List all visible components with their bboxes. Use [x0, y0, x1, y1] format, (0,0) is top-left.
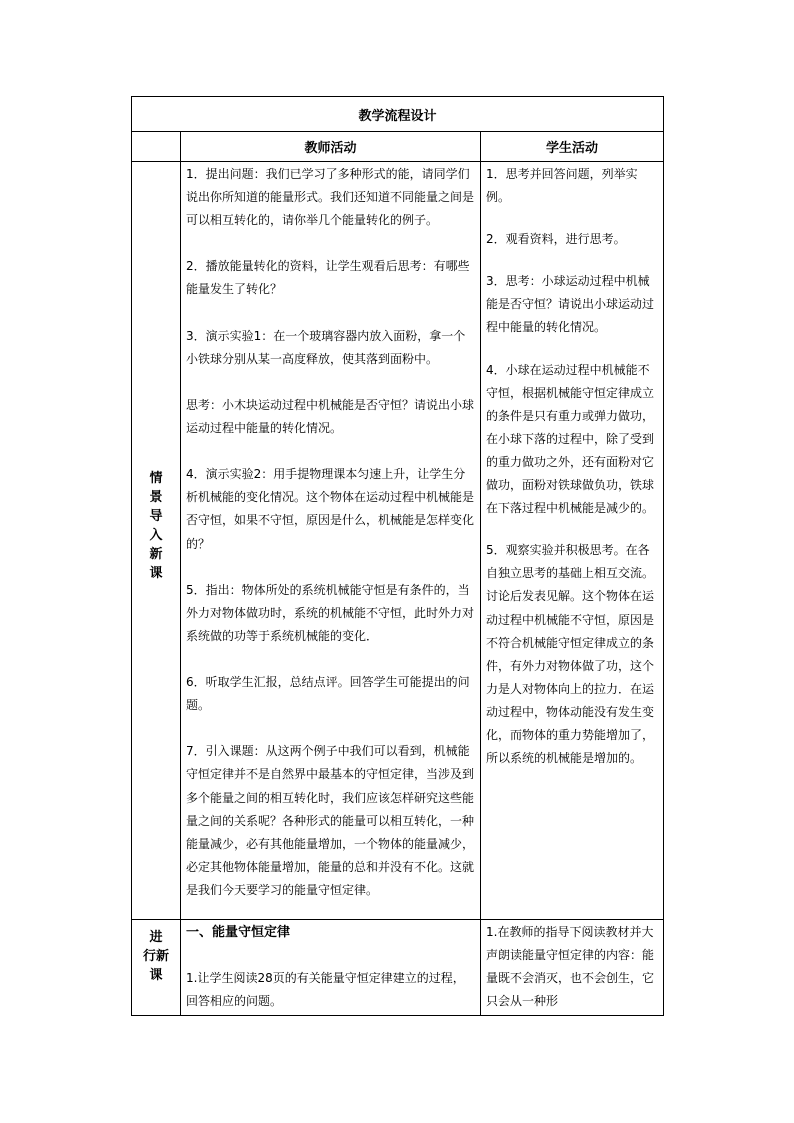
- section-row-intro: [132, 162, 664, 920]
- student-activity-header: 学生活动: [481, 132, 664, 162]
- student-paragraph: 1．思考并回答问题，列举实例。: [486, 167, 638, 205]
- section-label-char: 课: [149, 566, 163, 581]
- teacher-activity-cell-new-lesson: [181, 920, 481, 1016]
- header-blank-cell: [132, 132, 181, 162]
- teacher-paragraph: 思考：小木块运动过程中机械能是否守恒？请说出小球运动过程中能量的转化情况。: [186, 397, 475, 436]
- section-label-new-lesson: [132, 920, 181, 1016]
- teacher-paragraph: 4．演示实验2：用手提物理课本匀速上升，让学生分析机械能的变化情况。这个物体在运动过程中机械能是否守恒，如果不守恒，原因是什么，机械能是怎样变化的？: [186, 467, 475, 551]
- section-label-char: 新: [149, 547, 163, 562]
- section-row-new-lesson: [132, 920, 664, 1016]
- teacher-paragraph: 1.让学生阅读28页的有关能量守恒定律建立的过程，回答相应的问题。: [186, 971, 465, 1009]
- section-label-intro: [132, 162, 181, 920]
- student-paragraph: 2．观看资料，进行思考。: [486, 232, 626, 247]
- teacher-paragraph: 2．播放能量转化的资料，让学生观看后思考：有哪些能量发生了转化？: [186, 259, 470, 297]
- section-label-char: 导: [149, 509, 163, 524]
- teacher-paragraph: 5．指出：物体所处的系统机械能守恒是有条件的，当外力对物体做功时，系统的机械能不守恒，此时外力对系统做的功等于系统机械能的变化．: [186, 582, 475, 643]
- teacher-activity-header: 教师活动: [181, 132, 481, 162]
- student-paragraph: 4．小球在运动过程中机械能不守恒，根据机械能守恒定律成立的条件是只有重力或弹力做功，在小球下落的过程中，除了受到的重力做功之外，还有面粉对它做功，面粉对铁球做负功，铁球在下落过程中机械能是减少的。: [486, 362, 655, 516]
- section-label-line: 课: [149, 968, 163, 983]
- section-label-line: 进: [149, 930, 163, 945]
- section-heading: 一、能量守恒定律: [186, 925, 291, 940]
- student-paragraph: 5．观察实验并积极思考。在各自独立思考的基础上相互交流。讨论后发表见解。这个物体在运动过程中机械能不守恒，原因是不符合机械能守恒定律成立的条件，有外力对物体做了功，这个力是人对物体向上的拉力．在运动过程中，物体动能没有发生变化，而物体的重力势能增加了，所以系统的机械能是增加的。: [486, 543, 655, 766]
- teacher-paragraph: 6．听取学生汇报，总结点评。回答学生可能提出的问题。: [186, 675, 470, 713]
- teacher-activity-cell-intro: [181, 162, 481, 920]
- table-title: 教学流程设计: [132, 97, 664, 132]
- section-label-char: 情: [149, 471, 163, 486]
- student-paragraph: 3．思考：小球运动过程中机械能是否守恒？请说出小球运动过程中能量的转化情况。: [486, 274, 655, 335]
- section-label-line: 行新: [142, 949, 169, 964]
- teacher-paragraph: 3．演示实验1：在一个玻璃容器内放入面粉，拿一个小铁球分别从某一高度释放，使其落到面粉中。: [186, 328, 466, 366]
- teaching-process-table: [131, 96, 664, 1016]
- student-activity-cell-new-lesson: [481, 920, 664, 1016]
- student-activity-cell-intro: [481, 162, 664, 920]
- section-label-char: 景: [149, 490, 163, 505]
- table-header-row: [132, 132, 664, 162]
- teacher-paragraph: 1．提出问题：我们已学习了多种形式的能，请同学们说出你所知道的能量形式。我们还知道不同能量之间是可以相互转化的，请你举几个能量转化的例子。: [186, 167, 475, 228]
- student-paragraph: 1.在教师的指导下阅读教材并大声朗读能量守恒定律的内容：能量既不会消灭，也不会创生，它只会从一种形: [486, 925, 655, 1009]
- section-label-char: 入: [149, 528, 163, 543]
- table-title-row: [132, 97, 664, 132]
- teacher-paragraph: 7．引入课题：从这两个例子中我们可以看到，机械能守恒定律并不是自然界中最基本的守恒定律，当涉及到多个能量之间的相互转化时，我们应该怎样研究这些能量之间的关系呢？各种形式的能量可以相互转化，一种能量减少，必有其他能量增加，一个物体的能量减少，必定其他物体能量增加，能量的总和并没有不化。这就是我们今天要学习的能量守恒定律。: [186, 744, 475, 897]
